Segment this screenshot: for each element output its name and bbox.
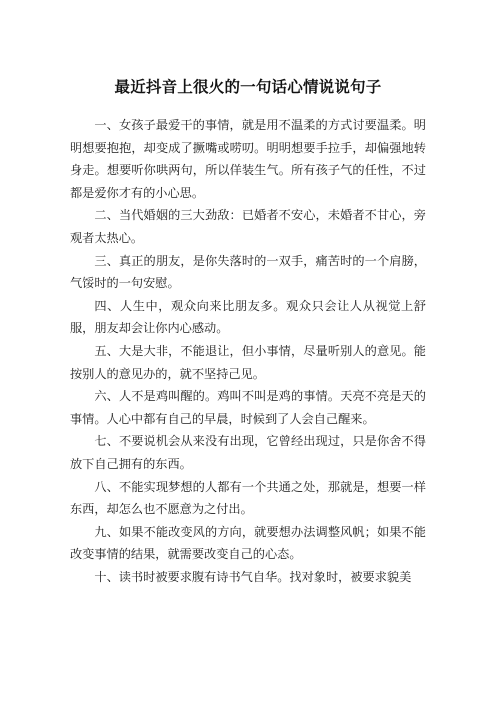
- paragraph-10: 十、读书时被要求腹有诗书气自华。找对象时，被要求貌美: [94, 569, 412, 584]
- paragraph-1: 一、女孩子最爱干的事情，就是用不温柔的方式讨要温柔。明明想要抱抱，却变成了撅嘴或唠叨。明明想要手拉手，却偏强地转身走。想要听你哄两句，所以佯装生气。所有孩子气的任性，不过都是爱你才有的小心思。: [70, 118, 426, 200]
- paragraph-3: 三、真正的朋友，是你失落时的一双手，痛苦时的一个肩膀，气馁时的一句安慰。: [70, 253, 426, 291]
- paragraph-5: 五、大是大非，不能退让，但小事情，尽量听别人的意见。能按别人的意见办的，就不坚持己见。: [70, 343, 426, 381]
- paragraph-7: 七、不要说机会从来没有出现，它曾经出现过，只是你舍不得放下自己拥有的东西。: [70, 434, 426, 471]
- paragraph-8: 八、不能实现梦想的人都有一个共通之处，那就是，想要一样东西，却怎么也不愿意为之付出。: [70, 479, 426, 517]
- paragraph-9: 九、如果不能改变风的方向，就要想办法调整风帆；如果不能改变事情的结果，就需要改变自己的心态。: [70, 524, 426, 562]
- paragraph-4: 四、人生中，观众向来比朋友多。观众只会让人从视觉上舒服，朋友却会让你内心感动。: [70, 298, 426, 336]
- paragraph-2: 二、当代婚姻的三大劲敌：已婚者不安心，未婚者不甘心，旁观者太热心。: [70, 208, 426, 245]
- paragraph-6: 六、人不是鸡叫醒的。鸡叫不叫是鸡的事情。天亮不亮是天的事情。人心中都有自己的早晨，时候到了人会自己醒来。: [70, 389, 426, 426]
- page-title: 最近抖音上很火的一句话心情说说句子: [114, 78, 382, 96]
